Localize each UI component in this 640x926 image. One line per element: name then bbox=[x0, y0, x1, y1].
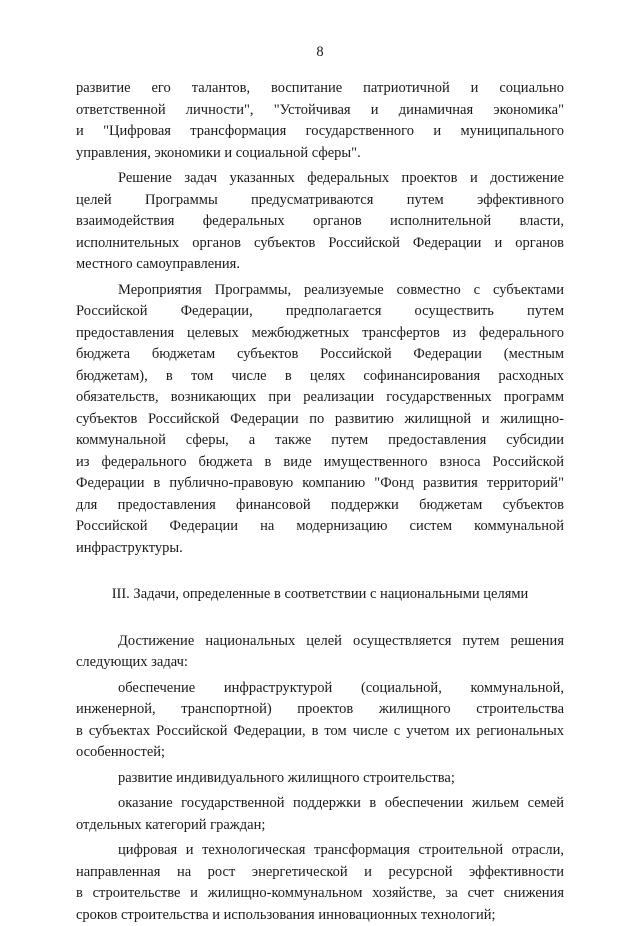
text-line: развитие индивидуального жилищного строительства; bbox=[76, 768, 564, 790]
text-line: Федерации в публично-правовую компанию "Фонд развития территорий" bbox=[76, 473, 564, 495]
page-number: 8 bbox=[0, 44, 640, 61]
text-line: обязательств, возникающих при реализации государственных программ bbox=[76, 387, 564, 409]
task-item bbox=[76, 840, 564, 926]
text-line: сроков строительства и использования инновационных технологий; bbox=[76, 905, 564, 926]
text-line: направленная на рост энергетической и ресурсной эффективности bbox=[76, 862, 564, 884]
text-line: особенностей; bbox=[76, 742, 564, 764]
text-line: исполнительных органов субъектов Российской Федерации и органов bbox=[76, 233, 564, 255]
text-line: предоставления целевых межбюджетных трансфертов из федерального bbox=[76, 323, 564, 345]
text-line: местного самоуправления. bbox=[76, 254, 564, 276]
text-line: инженерной, транспортной) проектов жилищного строительства bbox=[76, 699, 564, 721]
section-heading: III. Задачи, определенные в соответствии с национальными целями bbox=[76, 584, 564, 606]
task-item bbox=[76, 793, 564, 836]
text-line: ответственной личности", "Устойчивая и динамичная экономика" bbox=[76, 100, 564, 122]
text-line: целей Программы предусматриваются путем эффективного bbox=[76, 190, 564, 212]
text-line: субъектов Российской Федерации по развитию жилищной и жилищно- bbox=[76, 409, 564, 431]
task-item bbox=[76, 678, 564, 764]
text-line: взаимодействия федеральных органов исполнительной власти, bbox=[76, 211, 564, 233]
text-line: коммунальной сферы, а также путем предоставления субсидии bbox=[76, 430, 564, 452]
paragraph-tasks-solution bbox=[76, 168, 564, 276]
text-line: Российской Федерации на модернизацию систем коммунальной bbox=[76, 516, 564, 538]
paragraph-program-measures bbox=[76, 280, 564, 560]
text-line: оказание государственной поддержки в обеспечении жильем семей bbox=[76, 793, 564, 815]
text-line: в строительстве и жилищно-коммунальном хозяйстве, за счет снижения bbox=[76, 883, 564, 905]
text-line: инфраструктуры. bbox=[76, 538, 564, 560]
text-line: управления, экономики и социальной сферы". bbox=[76, 143, 564, 165]
document-body bbox=[76, 78, 564, 926]
text-line: в субъектах Российской Федерации, в том числе с учетом их региональных bbox=[76, 721, 564, 743]
text-line: обеспечение инфраструктурой (социальной, коммунальной, bbox=[76, 678, 564, 700]
text-line: Решение задач указанных федеральных проектов и достижение bbox=[76, 168, 564, 190]
text-line: Достижение национальных целей осуществляется путем решения bbox=[76, 631, 564, 653]
text-line: бюджета бюджетам субъектов Российской Федерации (местным bbox=[76, 344, 564, 366]
text-line: цифровая и технологическая трансформация строительной отрасли, bbox=[76, 840, 564, 862]
task-item bbox=[76, 768, 564, 790]
paragraph-continuation bbox=[76, 78, 564, 164]
text-line: из федерального бюджета в виде имущественного взноса Российской bbox=[76, 452, 564, 474]
text-line: и "Цифровая трансформация государственного и муниципального bbox=[76, 121, 564, 143]
paragraph-national-goals bbox=[76, 631, 564, 674]
text-line: для предоставления финансовой поддержки бюджетам субъектов bbox=[76, 495, 564, 517]
text-line: следующих задач: bbox=[76, 652, 564, 674]
text-line: бюджетам), в том числе в целях софинансирования расходных bbox=[76, 366, 564, 388]
text-line: Мероприятия Программы, реализуемые совместно с субъектами bbox=[76, 280, 564, 302]
text-line: отдельных категорий граждан; bbox=[76, 815, 564, 837]
text-line: Российской Федерации, предполагается осуществить путем bbox=[76, 301, 564, 323]
text-line: развитие его талантов, воспитание патриотичной и социально bbox=[76, 78, 564, 100]
